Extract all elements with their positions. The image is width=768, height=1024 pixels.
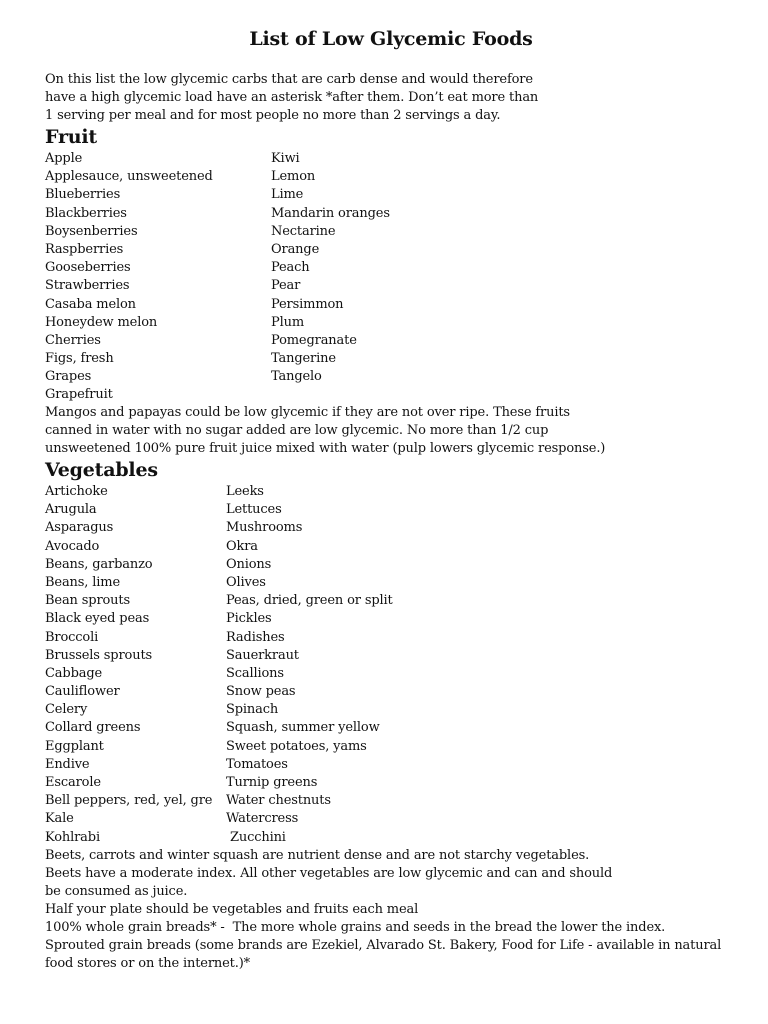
list-item: Peas, dried, green or split	[226, 593, 393, 609]
list-item: Turnip greens	[226, 775, 318, 790]
list-item: Bean sprouts	[45, 593, 131, 609]
list-item: Peach	[271, 260, 310, 276]
list-item: Mushrooms	[226, 520, 303, 536]
page-title: List of Low Glycemic Foods	[249, 28, 533, 50]
list-item: Beans, garbanzo	[45, 556, 153, 572]
vegetables-note: be consumed as juice.	[45, 884, 188, 899]
list-item: Sauerkraut	[226, 647, 299, 663]
vegetables-heading: Vegetables	[45, 459, 158, 481]
list-item: Strawberries	[45, 278, 130, 294]
vegetables-note: Sprouted grain breads (some brands are Ezekiel, Alvarado St. Bakery, Food for Life - available in natural	[45, 938, 722, 953]
fruit-list-right	[271, 150, 390, 386]
list-item: Water chestnuts	[226, 793, 331, 809]
list-item: Lime	[271, 187, 304, 203]
list-item: Kohlrabi	[45, 829, 100, 845]
list-item: Asparagus	[45, 520, 114, 536]
list-item: Grapes	[45, 369, 92, 385]
list-item: Bell peppers, red, yel, gre	[45, 793, 213, 809]
list-item: Lemon	[271, 169, 316, 185]
list-item: Arugula	[45, 502, 97, 518]
vegetables-list-right	[226, 483, 393, 847]
list-item: Honeydew melon	[45, 314, 158, 330]
list-item: Zucchini	[226, 829, 286, 845]
list-item: Apple	[45, 151, 83, 166]
list-item: Radishes	[226, 629, 285, 645]
list-item: Tomatoes	[226, 756, 288, 772]
list-item: Persimmon	[271, 296, 344, 312]
intro-line: have a high glycemic load have an asterisk *after them. Don’t eat more than	[45, 90, 539, 105]
list-item: Orange	[271, 241, 320, 257]
list-item: Leeks	[226, 484, 264, 499]
list-item: Blackberries	[45, 205, 127, 221]
list-item: Casaba melon	[45, 296, 136, 312]
vegetables-list-left	[45, 483, 212, 847]
list-item: Olives	[226, 574, 266, 590]
vegetables-note: food stores or on the internet.)*	[45, 956, 250, 971]
list-item: Boysenberries	[45, 223, 138, 239]
list-item: Beans, lime	[45, 574, 120, 590]
fruit-list-left	[45, 150, 213, 405]
vegetables-note: Half your plate should be vegetables and fruits each meal	[45, 902, 419, 917]
list-item: Endive	[45, 756, 90, 772]
list-item: Eggplant	[45, 738, 104, 754]
list-item: Raspberries	[45, 241, 124, 257]
list-item: Figs, fresh	[45, 351, 114, 367]
intro-line: 1 serving per meal and for most people no more than 2 servings a day.	[45, 108, 501, 123]
fruit-note: unsweetened 100% pure fruit juice mixed with water (pulp lowers glycemic response.)	[45, 441, 606, 456]
list-item: Pomegranate	[271, 332, 357, 348]
list-item: Collard greens	[45, 720, 141, 736]
list-item: Celery	[45, 702, 88, 718]
fruit-note: Mangos and papayas could be low glycemic if they are not over ripe. These fruits	[45, 405, 570, 420]
list-item: Gooseberries	[45, 260, 131, 276]
vegetables-note: Beets, carrots and winter squash are nutrient dense and are not starchy vegetables.	[45, 848, 590, 863]
list-item: Scallions	[226, 665, 284, 681]
list-item: Lettuces	[226, 502, 282, 518]
list-item: Grapefruit	[45, 387, 113, 403]
list-item: Pickles	[226, 611, 272, 627]
list-item: Escarole	[45, 775, 101, 790]
list-item: Plum	[271, 314, 305, 330]
list-item: Applesauce, unsweetened	[45, 169, 213, 185]
list-item: Okra	[226, 538, 258, 554]
list-item: Brussels sprouts	[45, 647, 153, 663]
list-item: Nectarine	[271, 223, 336, 239]
list-item: Tangerine	[271, 351, 336, 367]
fruit-note: canned in water with no sugar added are low glycemic. No more than 1/2 cup	[45, 423, 549, 438]
list-item: Artichoke	[45, 484, 108, 499]
list-item: Mandarin oranges	[271, 205, 390, 221]
vegetables-note: 100% whole grain breads* - The more whole grains and seeds in the bread the lower the index.	[45, 920, 666, 935]
list-item: Kiwi	[271, 151, 300, 166]
intro-line: On this list the low glycemic carbs that are carb dense and would therefore	[45, 72, 533, 87]
list-item: Cabbage	[45, 665, 103, 681]
list-item: Sweet potatoes, yams	[226, 738, 367, 754]
list-item: Cherries	[45, 332, 101, 348]
list-item: Squash, summer yellow	[226, 720, 380, 736]
list-item: Pear	[271, 278, 301, 294]
vegetables-note: Beets have a moderate index. All other vegetables are low glycemic and can and should	[45, 866, 613, 881]
list-item: Watercress	[226, 811, 299, 827]
list-item: Spinach	[226, 702, 279, 718]
fruit-heading: Fruit	[45, 126, 97, 148]
list-item: Broccoli	[45, 629, 99, 645]
list-item: Avocado	[45, 538, 100, 554]
list-item: Blueberries	[45, 187, 121, 203]
list-item: Cauliflower	[45, 684, 120, 700]
list-item: Kale	[45, 811, 74, 827]
list-item: Onions	[226, 556, 272, 572]
list-item: Snow peas	[226, 684, 296, 700]
list-item: Tangelo	[271, 369, 322, 385]
list-item: Black eyed peas	[45, 611, 150, 627]
